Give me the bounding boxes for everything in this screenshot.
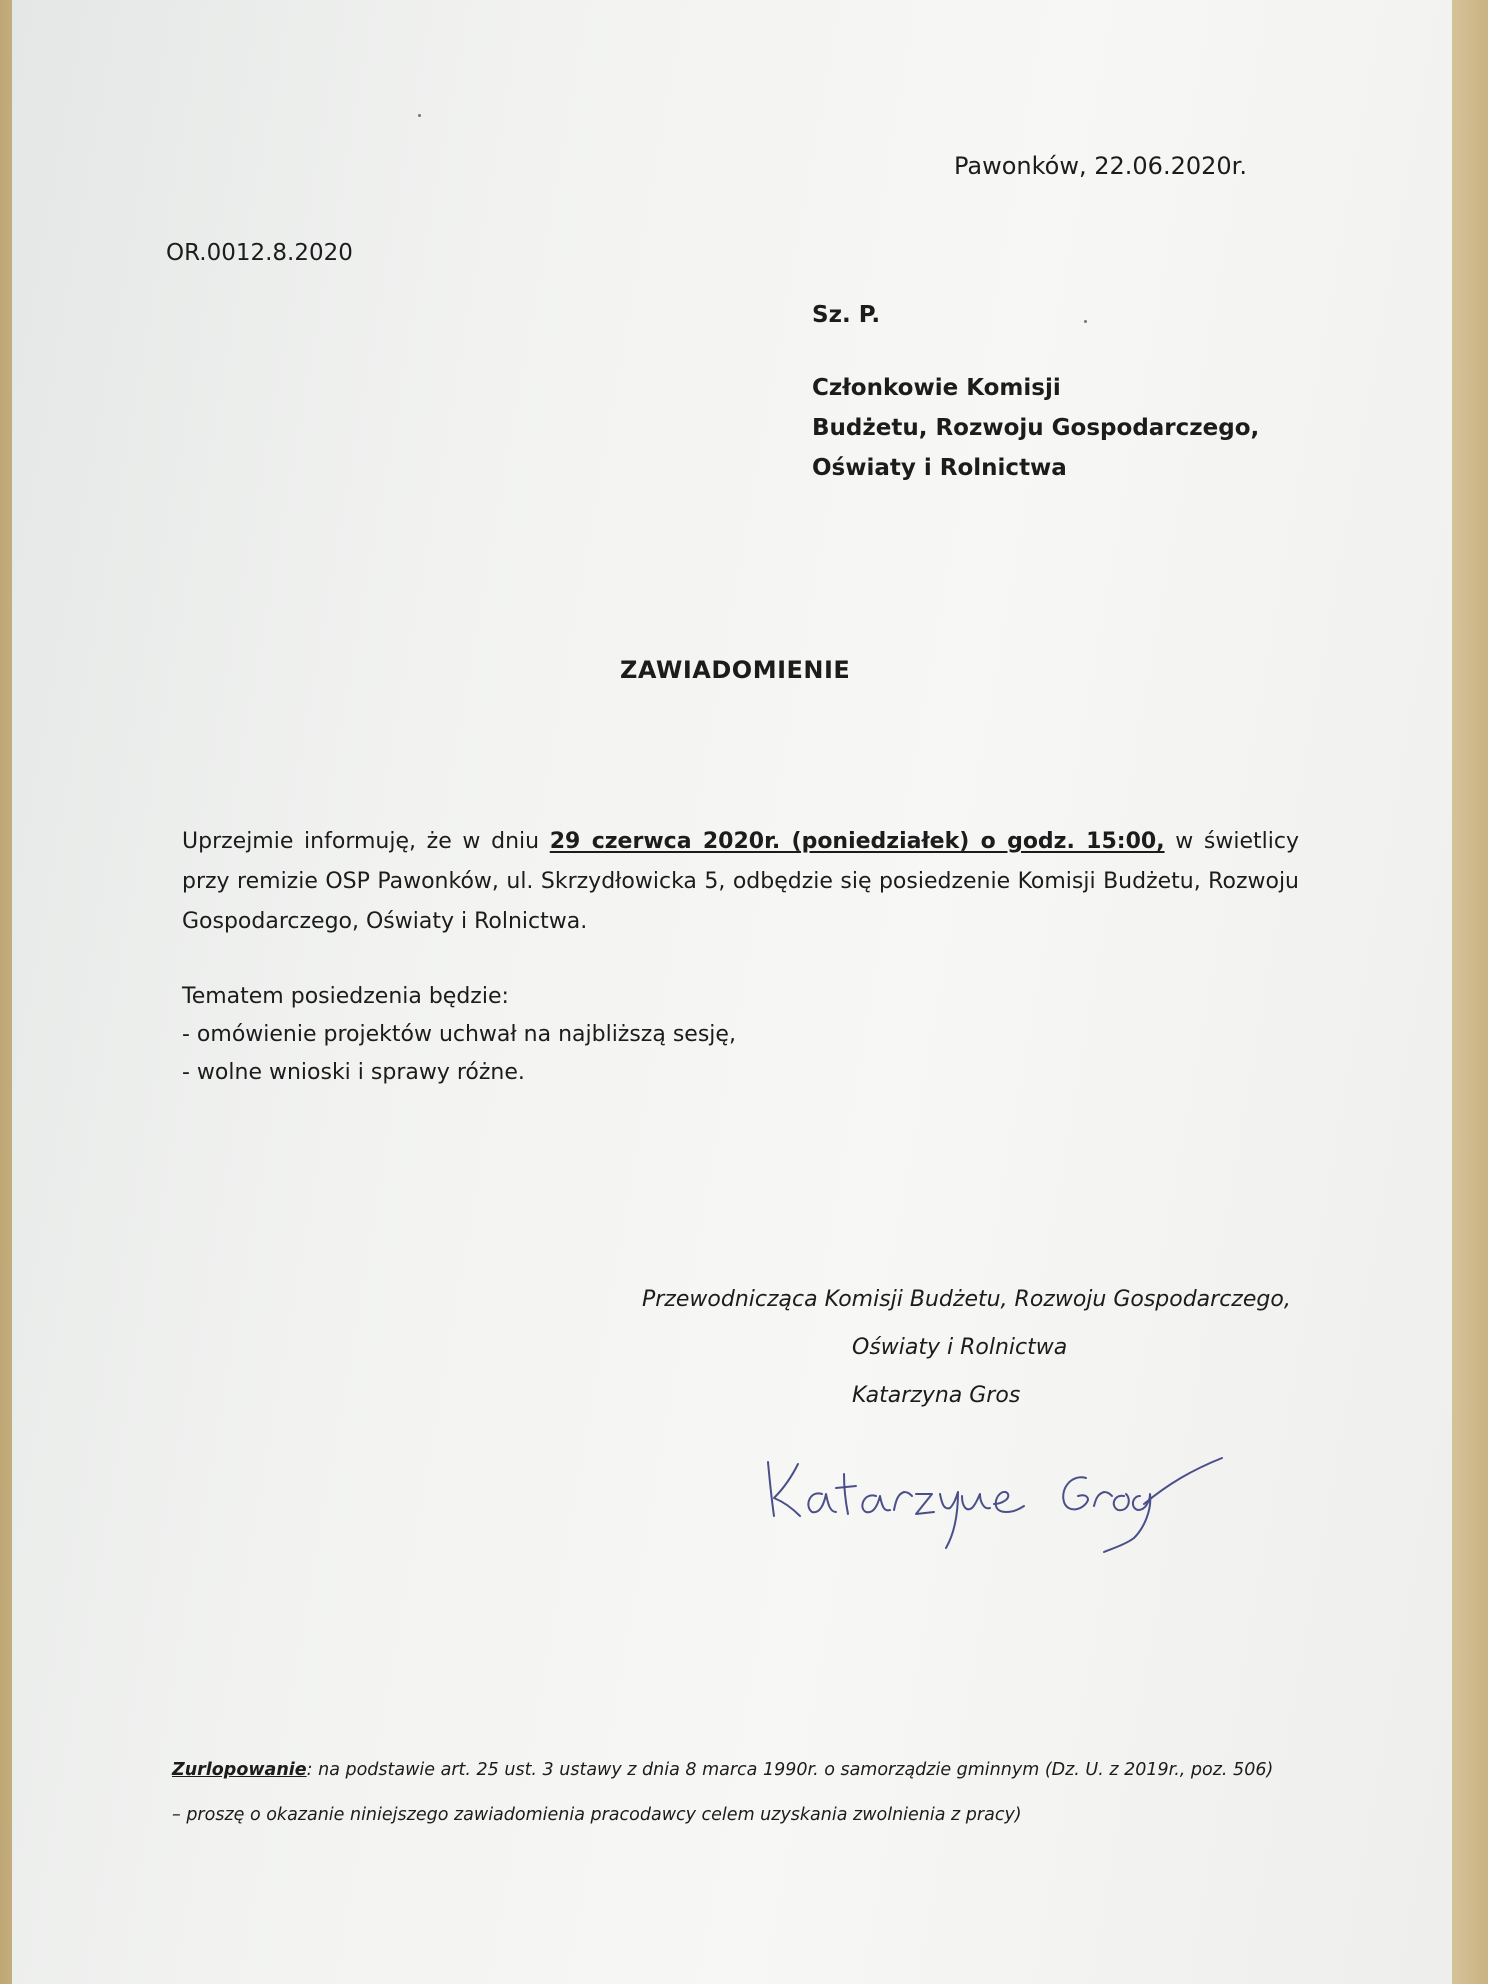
agenda-item: - wolne wnioski i sprawy różne.: [182, 1060, 525, 1085]
agenda-heading: Tematem posiedzenia będzie:: [182, 984, 509, 1009]
footnote-label: Zurlopowanie: [172, 1760, 307, 1780]
footnote-line-1: [172, 1748, 1307, 1793]
signatory-name: Katarzyna Gros: [852, 1383, 1021, 1408]
body-intro-rest: w świetlicy przy remizie OSP Pawonków, ul. Skrzydłowicka 5, odbędzie się posiedzenie Komisji Budżetu, Rozwoju Gospodarczego, Oświaty i Rolnictwa.: [182, 829, 1299, 934]
signatory-block: [642, 1276, 1291, 1420]
signatory-title-cont: Oświaty i Rolnictwa: [852, 1335, 1068, 1360]
date-line: Pawonków, 22.06.2020r.: [954, 152, 1247, 180]
meeting-date-highlight: 29 czerwca 2020r. (poniedziałek) o godz. 15:00,: [549, 829, 1165, 854]
document-title: ZAWIADOMIENIE: [620, 656, 851, 684]
signatory-title: Przewodnicząca Komisji Budżetu, Rozwoju Gospodarczego,: [642, 1287, 1291, 1312]
agenda-item: - omówienie projektów uchwał na najbliższą sesję,: [182, 1022, 736, 1047]
footnote-line-2: – proszę o okazanie niniejszego zawiadomienia pracodawcy celem uzyskania zwolnienia z pracy): [172, 1805, 1022, 1825]
agenda-block: [182, 978, 736, 1092]
document-page: [12, 0, 1452, 1984]
paper-speck: [1084, 320, 1087, 323]
recipient-line: Oświaty i Rolnictwa: [812, 455, 1067, 481]
footnote-text: : na podstawie art. 25 ust. 3 ustawy z dnia 8 marca 1990r. o samorządzie gminnym (Dz. U. z 2019r., poz. 506): [306, 1760, 1274, 1780]
body-paragraph: [182, 822, 1299, 942]
recipient-line: Budżetu, Rozwoju Gospodarczego,: [812, 415, 1260, 441]
handwritten-signature: [748, 1444, 1228, 1554]
reference-number: OR.0012.8.2020: [166, 240, 353, 266]
footnote: [172, 1748, 1307, 1838]
paper-speck: [418, 114, 421, 117]
body-intro: Uprzejmie informuję, że w dniu: [182, 829, 550, 854]
recipient-salutation: Sz. P.: [812, 302, 881, 328]
recipient-line: Członkowie Komisji: [812, 375, 1061, 401]
recipient-block: [812, 368, 1259, 488]
